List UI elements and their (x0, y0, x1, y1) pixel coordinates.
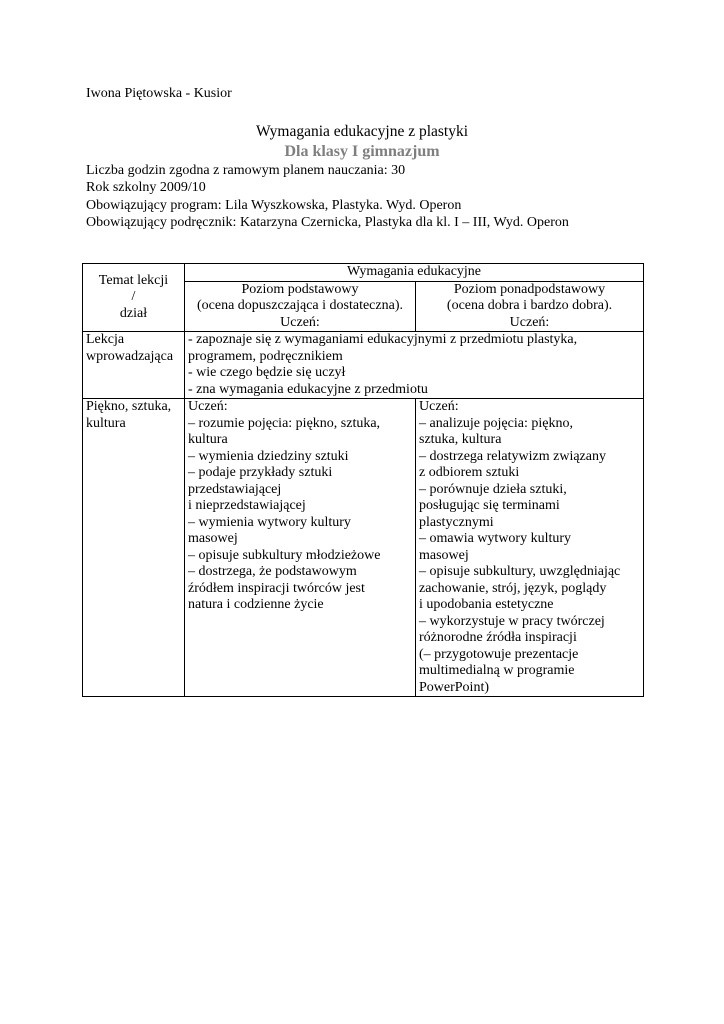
advanced-header-line: (ocena dobra i bardzo dobra). (446, 298, 613, 313)
advanced-requirement-line: różnorodne źródła inspiracji (419, 630, 577, 645)
basic-requirement-line: – podaje przykłady sztuki (188, 465, 333, 480)
requirement-line: - zapoznaje się z wymaganiami edukacyjnymi z przedmiotu plastyka, (188, 332, 578, 347)
topic-line: kultura (86, 415, 126, 431)
advanced-requirement-line: sztuka, kultura (419, 432, 502, 447)
advanced-requirement-line: zachowanie, strój, język, poglądy (419, 580, 607, 596)
requirement-line: - zna wymagania edukacyjne z przedmiotu (188, 381, 428, 397)
basic-requirement-line: masowej (188, 531, 238, 546)
basic-header-line: (ocena dopuszczająca i dostateczna). (197, 298, 403, 313)
topic-line: wprowadzająca (86, 348, 174, 364)
basic-requirement-line: i nieprzedstawiającej (188, 498, 306, 513)
requirements-merged-cell (185, 332, 644, 399)
document-title: Wymagania edukacyjne z plastyki (255, 123, 469, 140)
advanced-requirement-line: i upodobania estetyczne (419, 597, 554, 612)
advanced-level-cell (416, 399, 644, 697)
basic-requirement-line: źródłem inspiracji twórców jest (188, 580, 365, 596)
advanced-requirement-line: – omawia wytwory kultury (419, 531, 572, 546)
topic-line: Piękno, sztuka, (86, 399, 172, 414)
author-name: Iwona Piętowska - Kusior (86, 86, 232, 101)
basic-requirement-line: – dostrzega, że podstawowym (188, 564, 357, 579)
basic-requirement-line: natura i codzienne życie (188, 597, 324, 612)
program-line: Obowiązujący program: Lila Wyszkowska, Plastyka. Wyd. Operon (86, 197, 462, 213)
advanced-requirement-line: PowerPoint) (419, 679, 489, 695)
requirement-line: programem, podręcznikiem (188, 348, 343, 364)
advanced-requirement-line: – analizuje pojęcia: piękno, (419, 415, 573, 431)
basic-header-line: Uczeń: (280, 314, 320, 330)
document-subtitle: Dla klasy I gimnazjum (284, 143, 440, 160)
basic-level-header-cell (185, 281, 416, 332)
basic-requirement-line: – wymienia dziedziny sztuki (188, 448, 349, 464)
basic-level-cell (185, 399, 416, 697)
advanced-header-line: Poziom ponadpodstawowy (453, 281, 606, 297)
topic-header-line: dział (119, 305, 148, 321)
basic-header-line: Poziom podstawowy (241, 281, 359, 297)
requirements-table (82, 263, 644, 697)
advanced-level-header-cell (416, 281, 644, 332)
advanced-requirement-line: – porównuje dzieła sztuki, (419, 481, 567, 497)
advanced-requirement-line: – wykorzystuje w pracy twórczej (419, 613, 605, 629)
topic-line: Lekcja (86, 332, 125, 347)
basic-requirement-line: – opisuje subkultury młodzieżowe (188, 547, 381, 563)
course-info (86, 162, 569, 232)
topic-header-line: Temat lekcji (98, 272, 169, 288)
advanced-requirement-line: posługując się terminami (419, 498, 560, 513)
table-row (83, 332, 644, 399)
requirement-line: - wie czego będzie się uczył (188, 365, 346, 380)
advanced-requirement-line: – opisuje subkultury, uwzględniając (419, 564, 621, 579)
advanced-requirement-line: multimedialną w programie (419, 663, 575, 678)
advanced-requirement-line: Uczeń: (419, 399, 459, 414)
table-header-row (83, 264, 644, 282)
basic-requirement-line: przedstawiającej (188, 481, 282, 497)
basic-requirement-line: – wymienia wytwory kultury (188, 514, 351, 530)
textbook-line: Obowiązujący podręcznik: Katarzyna Czernicka, Plastyka dla kl. I – III, Wyd. Operon (86, 215, 569, 231)
basic-requirement-line: Uczeń: (188, 399, 228, 414)
topic-cell (83, 332, 185, 399)
advanced-requirement-line: (– przygotowuje prezentacje (419, 646, 579, 662)
basic-requirement-line: kultura (188, 432, 228, 447)
basic-requirement-line: – rozumie pojęcia: piękno, sztuka, (188, 415, 381, 431)
table-row (83, 399, 644, 697)
hours-line: Liczba godzin zgodna z ramowym planem nauczania: 30 (86, 163, 406, 178)
advanced-requirement-line: z odbiorem sztuki (419, 465, 520, 480)
advanced-requirement-line: plastycznymi (419, 514, 494, 530)
advanced-requirement-line: – dostrzega relatywizm związany (419, 448, 606, 464)
topic-header-line: / (131, 289, 136, 305)
advanced-requirement-line: masowej (419, 547, 469, 563)
topic-cell (83, 399, 185, 697)
advanced-header-line: Uczeń: (509, 314, 550, 330)
topic-header-cell (83, 264, 185, 332)
school-year-line: Rok szkolny 2009/10 (86, 180, 206, 196)
requirements-header-cell: Wymagania edukacyjne (185, 264, 644, 282)
